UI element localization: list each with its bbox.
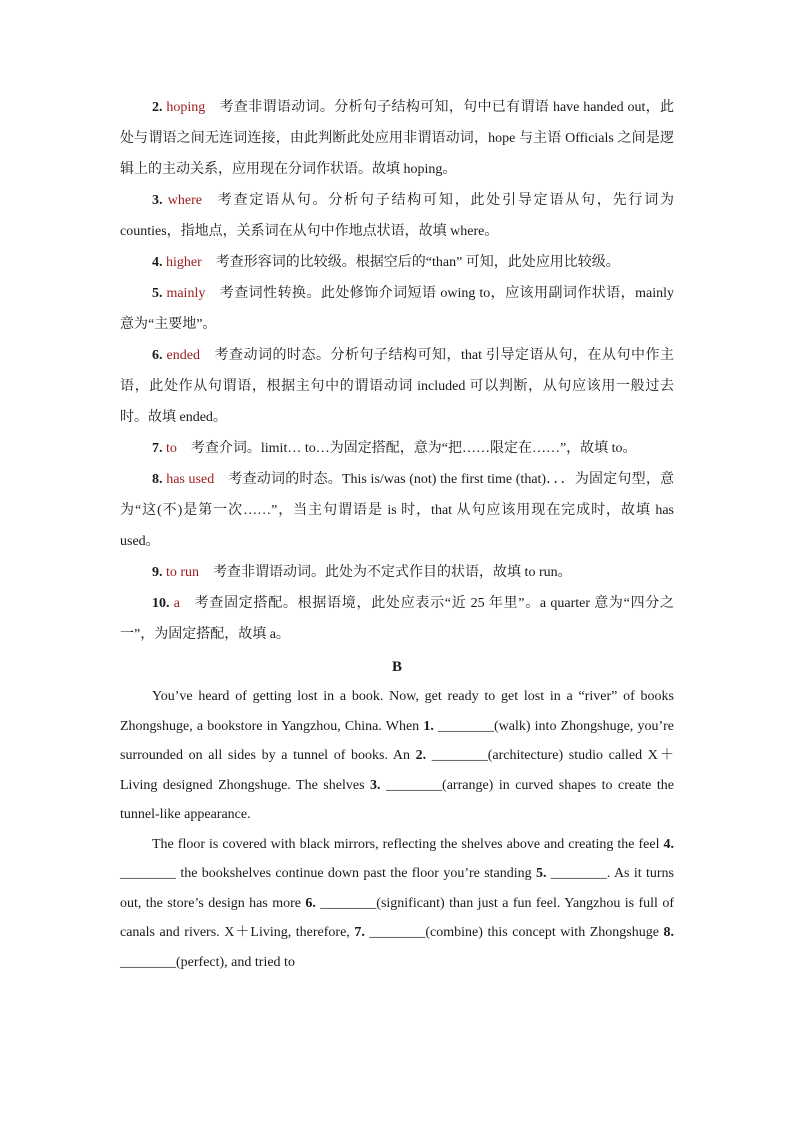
answer-explanation: 考查动词的时态。This is/was (not) the first time (that)．．．为固定句型，意为“这(不)是第一次……”，当主句谓语是 is 时，that 从句应该用现在完成时，故填 has used。 — [120, 472, 675, 549]
answer-number: 6. — [152, 348, 163, 363]
answer-explanation: 考查非谓语动词。此处为不定式作目的状语，故填 to run。 — [213, 565, 572, 580]
passage-paragraph — [120, 830, 674, 978]
answer-word: to — [166, 441, 177, 456]
blank-number: 2. — [415, 748, 427, 763]
blank-number: 4. — [663, 836, 674, 852]
answer-item — [120, 588, 674, 650]
answer-item — [120, 185, 674, 247]
section-title: B — [391, 659, 402, 675]
passage-text: ________ the bookshelves continue down past the floor you’re standing — [120, 866, 537, 881]
answer-explanation: 考查非谓语动词。分析句子结构可知，句中已有谓语 have handed out，此处与谓语之间无连词连接，由此判断此处应用非谓语动词，hope 与主语 Officials 之间是逻辑上的主动关系，应用现在分词作状语。故填 hoping。 — [120, 100, 675, 177]
answer-number: 5. — [152, 286, 163, 301]
answer-explanation: 考查定语从句。分析句子结构可知，此处引导定语从句，先行词为 counties，指地点，关系词在从句中作地点状语，故填 where。 — [120, 193, 675, 239]
answer-item — [120, 433, 674, 464]
passage-text: The floor is covered with black mirrors, reflecting the shelves above and creating the feel — [152, 836, 664, 852]
answer-word: where — [167, 193, 202, 208]
answer-word: hoping — [166, 100, 206, 115]
answer-word: a — [173, 596, 180, 611]
answer-number: 2. — [152, 100, 163, 115]
answer-explanation: 考查介词。limit… to…为固定搭配，意为“把……限定在……”，故填 to。 — [190, 441, 637, 456]
answer-explanation: 考查固定搭配。根据语境，此处应表示“近 25 年里”。a quarter 意为“四分之一”，为固定搭配，故填 a。 — [120, 596, 675, 642]
blank-number: 7. — [354, 925, 365, 940]
document-page — [120, 92, 674, 977]
answer-explanation: 考查词性转换。此处修饰介词短语 owing to，应该用副词作状语，mainly 意为“主要地”。 — [120, 286, 674, 332]
passage-text: ________. As it turns out, the store’s design has more — [120, 866, 674, 911]
answer-number: 9. — [152, 565, 163, 580]
reading-passage — [120, 682, 674, 977]
answer-word: to run — [166, 565, 200, 580]
passage-paragraph — [120, 682, 674, 830]
blank-number: 6. — [305, 895, 316, 911]
answer-explanation: 考查形容词的比较级。根据空后的“than” 可知，此处应用比较级。 — [215, 255, 620, 270]
answer-explanations — [120, 92, 674, 650]
answer-number: 4. — [152, 255, 163, 270]
blank-number: 8. — [663, 925, 674, 940]
answer-word: mainly — [166, 286, 206, 301]
passage-text: ________(combine) this concept with Zhongshuge — [364, 925, 664, 940]
passage-text: ________(perfect), and tried to — [120, 954, 295, 970]
answer-item — [120, 464, 674, 557]
answer-number: 7. — [152, 441, 163, 456]
passage-text: ________(significant) than just a fun feel. Yangzhou is full of canals and rivers. X＋Living, therefore, — [120, 895, 674, 940]
passage-text: ________(architecture) studio called X＋Living designed Zhongshuge. The shelves — [120, 748, 674, 793]
blank-number: 3. — [370, 777, 381, 793]
answer-item — [120, 247, 674, 278]
answer-word: ended — [166, 348, 200, 363]
answer-word: has used — [166, 472, 215, 487]
answer-number: 3. — [152, 193, 163, 208]
answer-item — [120, 92, 674, 185]
answer-number: 8. — [152, 472, 163, 487]
answer-explanation: 考查动词的时态。分析句子结构可知，that 引导定语从句，在从句中作主语，此处作从句谓语，根据主句中的谓语动词 included 可以判断，从句应该用一般过去时。故填 ended。 — [120, 348, 675, 425]
answer-item — [120, 557, 674, 588]
blank-number: 5. — [536, 866, 547, 881]
answer-word: higher — [166, 255, 202, 270]
passage-text: You’ve heard of getting lost in a book. Now, get ready to get lost in a “river” of books Zhongshuge, a bookstore in Yangzhou, China. When — [120, 689, 674, 734]
answer-item — [120, 340, 674, 433]
answer-number: 10. — [152, 596, 170, 611]
passage-text: ________(arrange) in curved shapes to create the tunnel-like appearance. — [120, 777, 674, 822]
blank-number: 1. — [423, 718, 434, 734]
passage-text: ________(walk) into Zhongshuge, you’re surrounded on all sides by a tunnel of books. An — [120, 718, 674, 763]
answer-item — [120, 278, 674, 340]
